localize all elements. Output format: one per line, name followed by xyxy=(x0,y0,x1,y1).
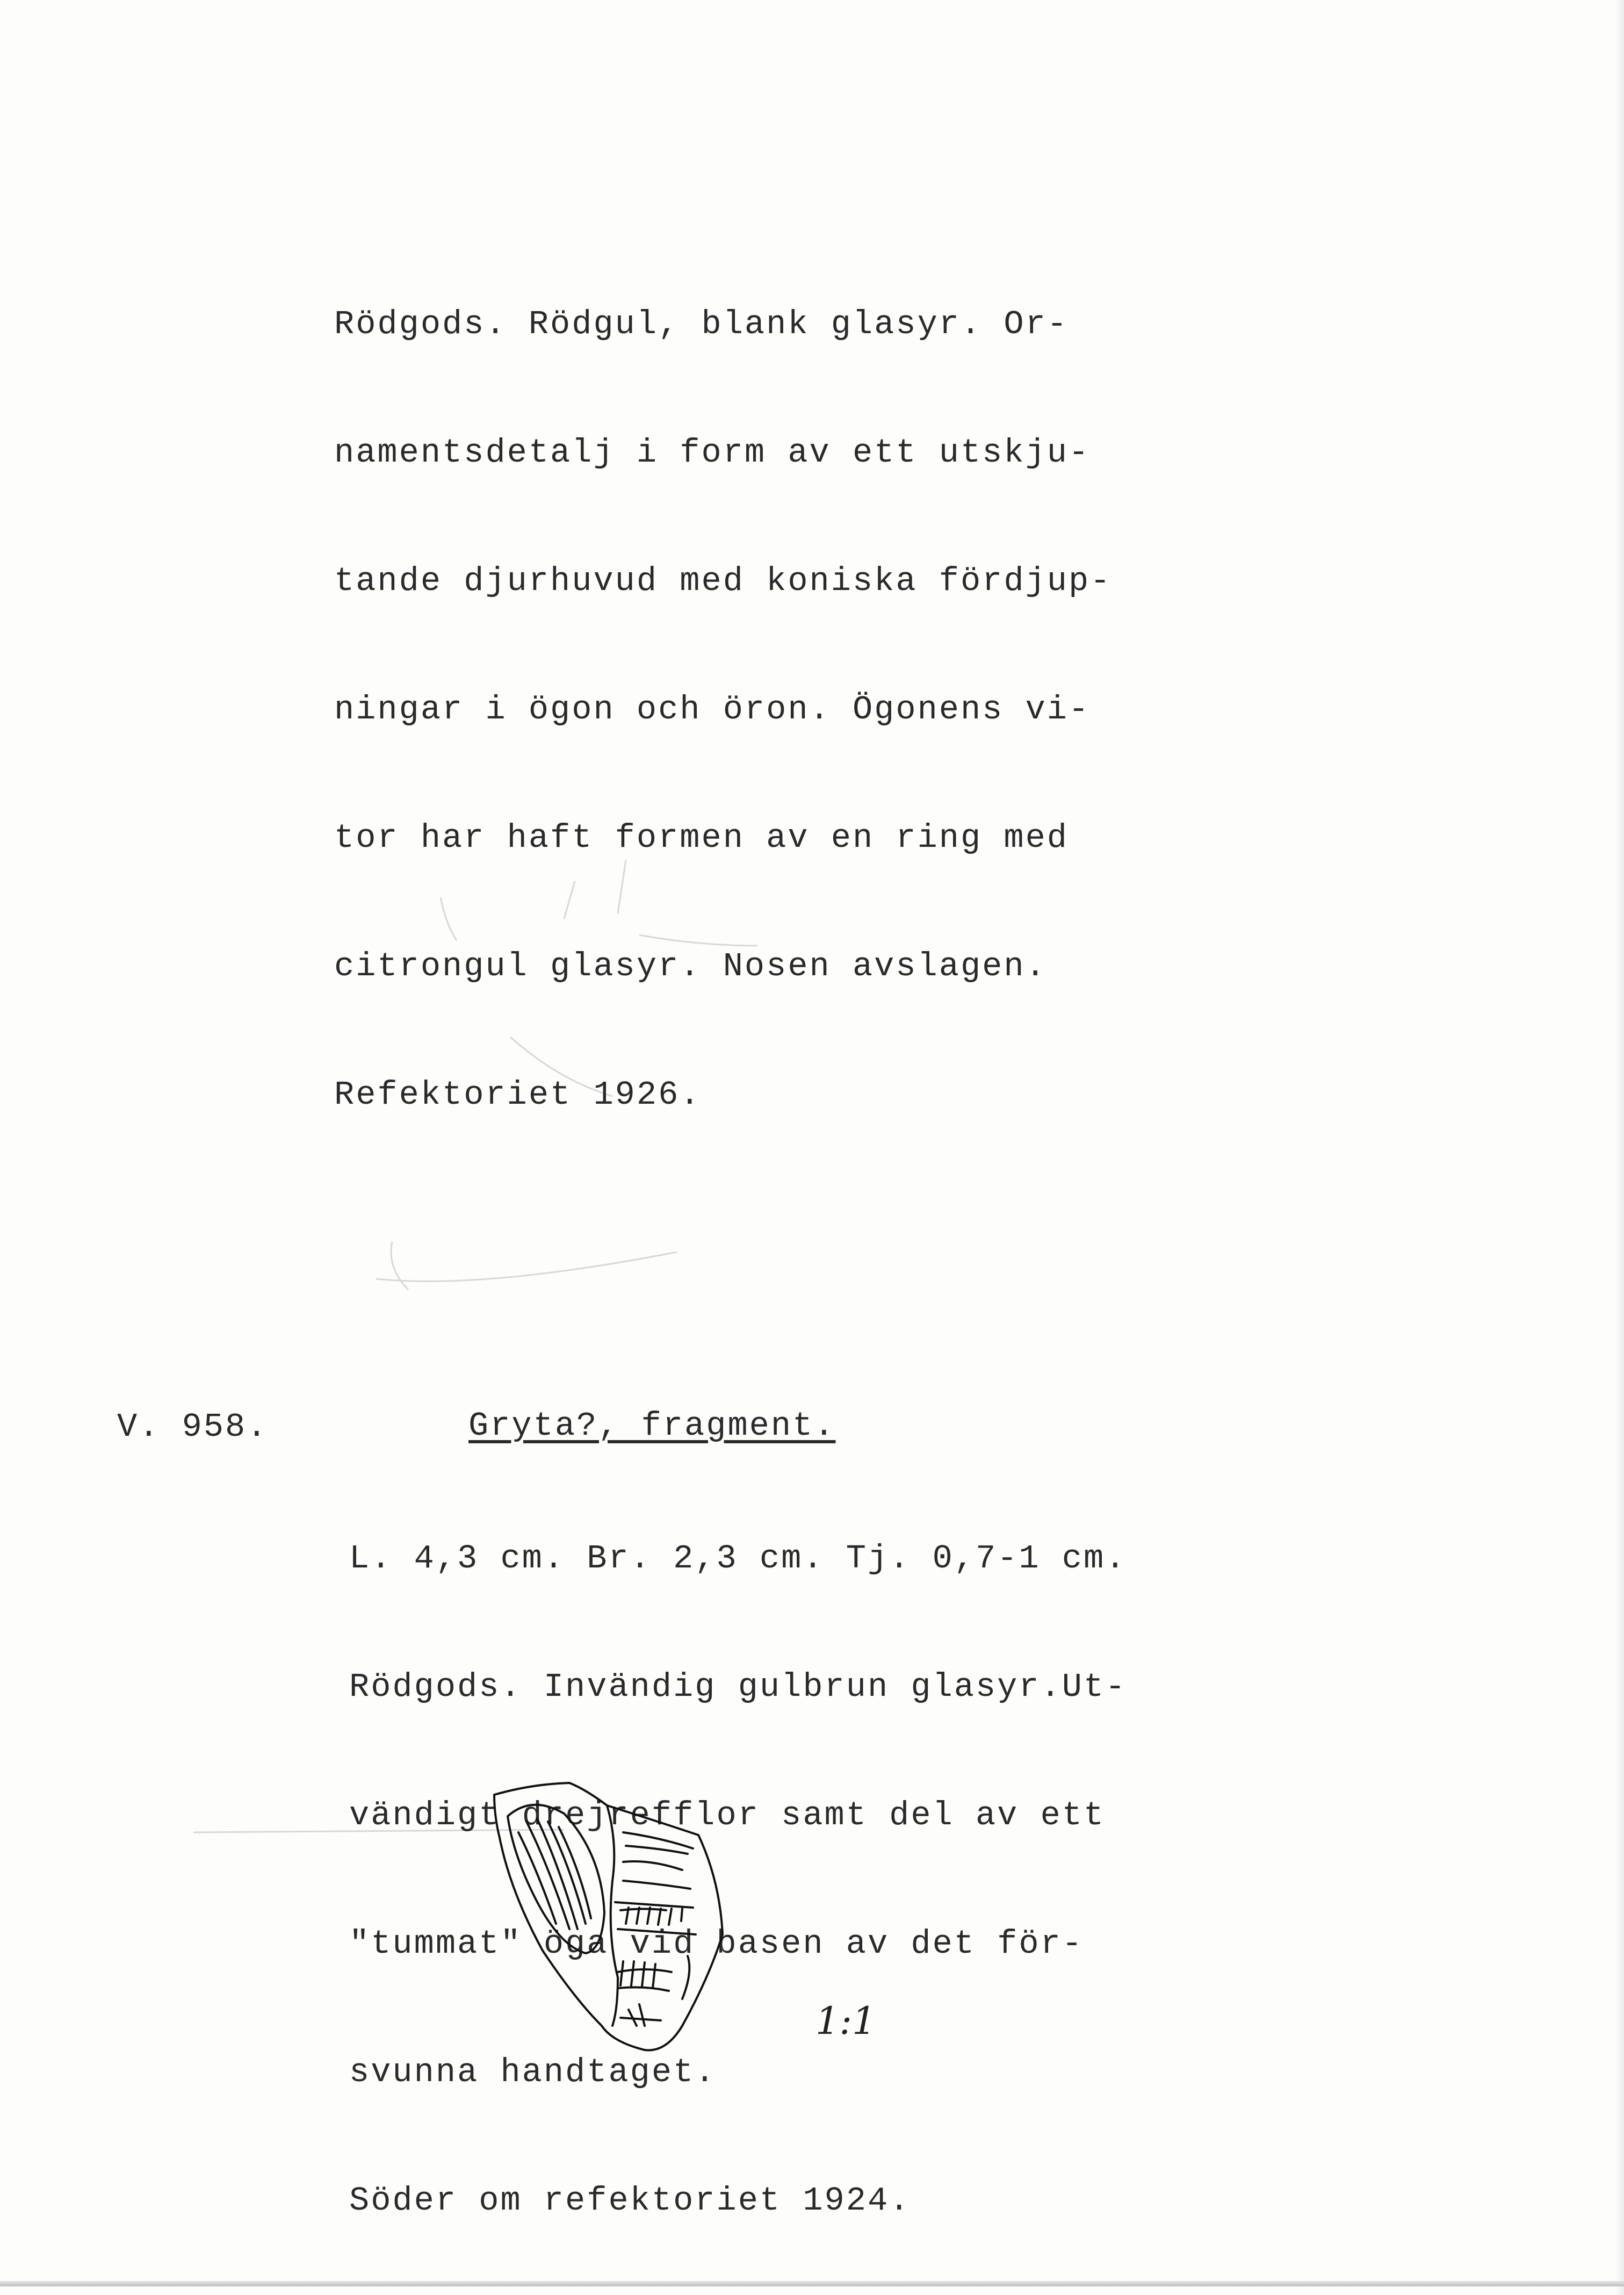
fragment-sketch xyxy=(483,1773,849,2074)
scale-note: 1:1 xyxy=(815,1999,876,2043)
entry1-line: ningar i ögon och öron. Ögonens vi- xyxy=(334,690,1091,729)
entry2-catalogue-number: V. 958. xyxy=(117,1408,269,1446)
entry2-line: L. 4,3 cm. Br. 2,3 cm. Tj. 0,7-1 cm. xyxy=(349,1539,1127,1578)
entry1-line: citrongul glasyr. Nosen avslagen. xyxy=(334,947,1047,985)
entry2-line: Söder om refektoriet 1924. xyxy=(349,2182,911,2220)
entry2-title: Gryta?, fragment. xyxy=(468,1407,836,1445)
entry1-line: Rödgods. Rödgul, blank glasyr. Or- xyxy=(334,305,1069,343)
entry2-line: svunna handtaget. xyxy=(349,2053,717,2091)
entry2-line: Rödgods. Invändig gulbrun glasyr.Ut- xyxy=(349,1668,1127,1706)
entry2-line: "tummat" öga vid basen av det för- xyxy=(349,1925,1084,1963)
catalogue-entry-1 xyxy=(334,222,1111,1159)
entry2-line: vändigt drejrefflor samt del av ett xyxy=(349,1796,1106,1834)
entry1-line: tor har haft formen av en ring med xyxy=(334,819,1069,857)
entry1-line: tande djurhuvud med koniska fördjup- xyxy=(334,562,1112,600)
paper-edge-right xyxy=(1615,0,1624,2295)
paper-edge-bottom xyxy=(0,2281,1624,2286)
entry1-line: Refektoriet 1926. xyxy=(334,1076,702,1114)
entry1-line: namentsdetalj i form av ett utskju- xyxy=(334,434,1091,472)
